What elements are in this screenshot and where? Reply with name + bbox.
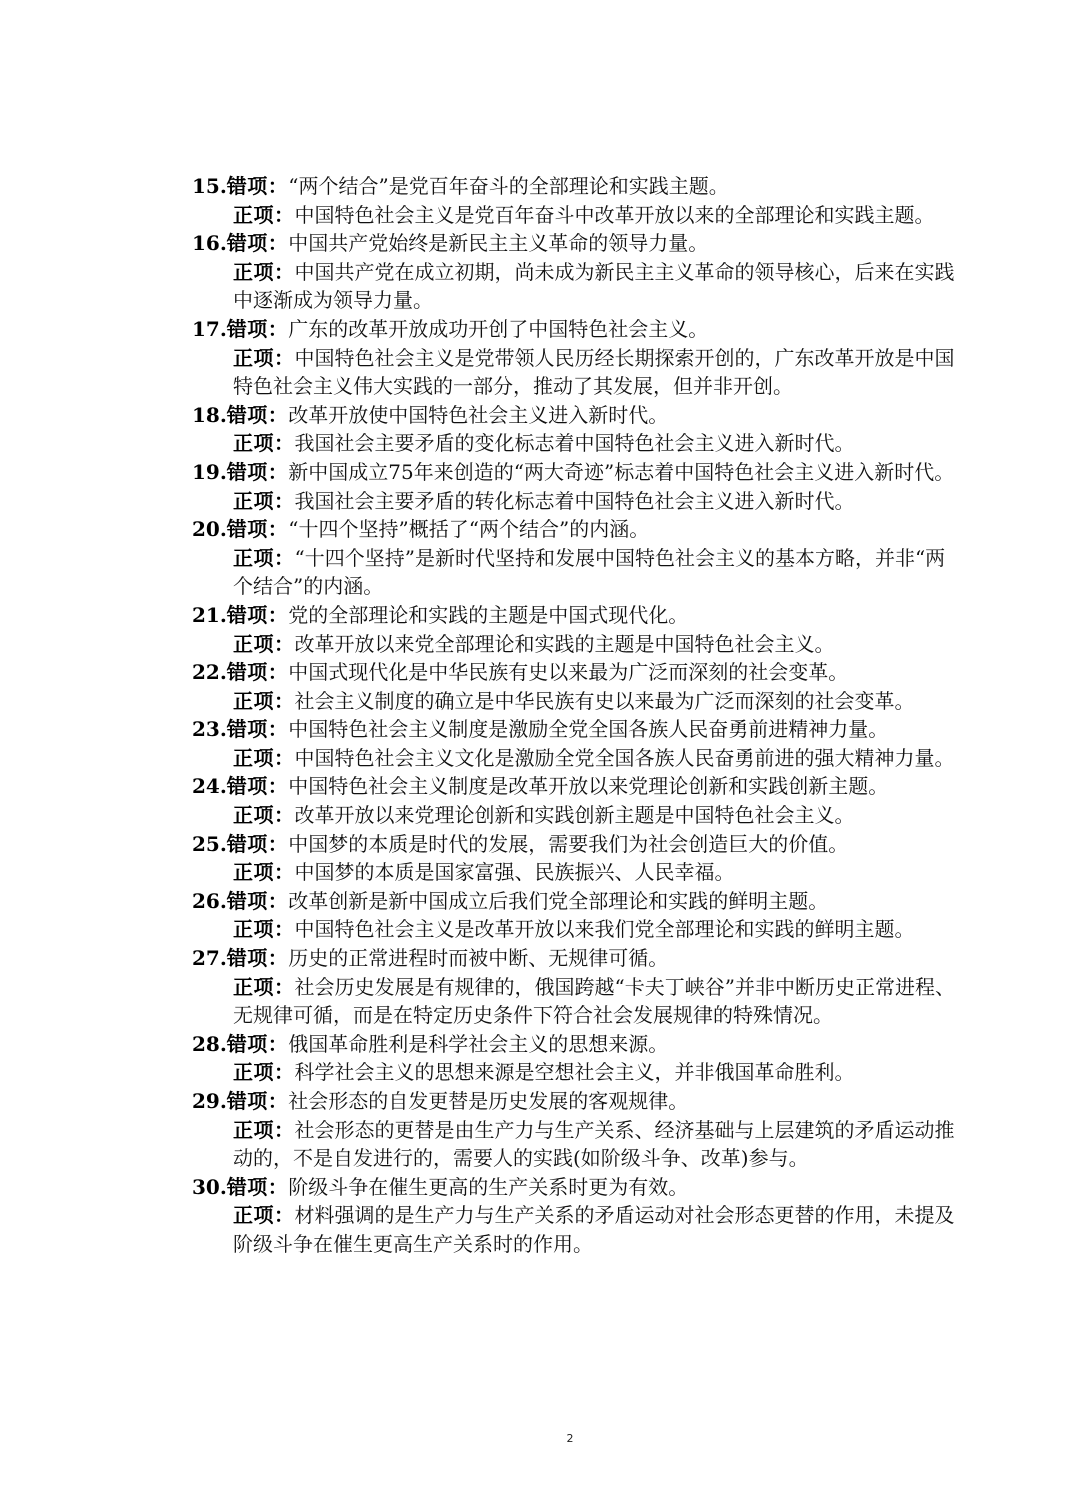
correct-statement bbox=[192, 201, 962, 230]
answer-item bbox=[192, 830, 962, 887]
correct-statement bbox=[192, 744, 962, 773]
answer-item bbox=[192, 944, 962, 1030]
item-number: 30. bbox=[192, 1174, 227, 1199]
correct-label: 正项： bbox=[233, 1060, 295, 1085]
item-number: 22. bbox=[192, 660, 227, 685]
item-number: 23. bbox=[192, 717, 227, 742]
wrong-label: 错项： bbox=[226, 402, 289, 427]
item-number: 27. bbox=[192, 946, 227, 971]
item-number: 25. bbox=[192, 831, 227, 856]
wrong-text: 中国特色社会主义制度是改革开放以来党理论创新和实践创新主题。 bbox=[288, 774, 889, 799]
correct-text: 社会历史发展是有规律的，俄国跨越“卡夫丁峡谷”并非中断历史正常进程、无规律可循，而是在特定历史条件下符合社会发展规律的特殊情况。 bbox=[233, 974, 955, 1028]
correct-label: 正项： bbox=[233, 345, 295, 370]
answer-item bbox=[192, 515, 962, 601]
answer-item bbox=[192, 172, 962, 229]
correct-statement bbox=[192, 1058, 962, 1087]
wrong-statement bbox=[192, 315, 962, 344]
wrong-label: 错项： bbox=[226, 946, 289, 971]
answer-item bbox=[192, 401, 962, 458]
correct-statement bbox=[192, 687, 962, 716]
wrong-statement bbox=[192, 830, 962, 859]
correct-statement bbox=[192, 858, 962, 887]
wrong-statement bbox=[192, 658, 962, 687]
item-number: 17. bbox=[192, 316, 227, 341]
correct-label: 正项： bbox=[233, 1117, 295, 1142]
correct-label: 正项： bbox=[233, 803, 295, 828]
wrong-statement bbox=[192, 944, 962, 973]
correct-statement bbox=[192, 915, 962, 944]
correct-statement bbox=[192, 973, 962, 1030]
correct-statement bbox=[192, 630, 962, 659]
wrong-label: 错项： bbox=[226, 1031, 289, 1056]
wrong-statement bbox=[192, 1030, 962, 1059]
item-number: 24. bbox=[192, 774, 227, 799]
correct-label: 正项： bbox=[233, 202, 295, 227]
wrong-label: 错项： bbox=[226, 1174, 289, 1199]
wrong-text: “十四个坚持”概括了“两个结合”的内涵。 bbox=[288, 517, 650, 542]
item-number: 19. bbox=[192, 459, 227, 484]
wrong-text: 党的全部理论和实践的主题是中国式现代化。 bbox=[288, 602, 689, 627]
wrong-text: 中国式现代化是中华民族有史以来最为广泛而深刻的社会变革。 bbox=[288, 660, 849, 685]
wrong-label: 错项： bbox=[226, 316, 289, 341]
wrong-statement bbox=[192, 458, 962, 487]
wrong-text: “两个结合”是党百年奋斗的全部理论和实践主题。 bbox=[288, 174, 729, 198]
correct-text: 中国特色社会主义是改革开放以来我们党全部理论和实践的鲜明主题。 bbox=[294, 917, 915, 942]
wrong-label: 错项： bbox=[226, 831, 289, 856]
correct-statement bbox=[192, 544, 962, 601]
answer-list bbox=[192, 172, 962, 1259]
answer-item bbox=[192, 1173, 962, 1259]
correct-text: 中国梦的本质是国家富强、民族振兴、人民幸福。 bbox=[294, 860, 735, 885]
correct-text: 中国特色社会主义是党百年奋斗中改革开放以来的全部理论和实践主题。 bbox=[294, 202, 935, 227]
correct-text: “十四个坚持”是新时代坚持和发展中国特色社会主义的基本方略，并非“两个结合”的内涵。 bbox=[233, 545, 946, 599]
wrong-label: 错项： bbox=[226, 602, 289, 627]
answer-item bbox=[192, 772, 962, 829]
wrong-statement bbox=[192, 1173, 962, 1202]
item-number: 28. bbox=[192, 1031, 227, 1056]
correct-statement bbox=[192, 429, 962, 458]
correct-label: 正项： bbox=[233, 631, 295, 656]
wrong-text: 中国梦的本质是时代的发展，需要我们为社会创造巨大的价值。 bbox=[288, 831, 849, 856]
wrong-label: 错项： bbox=[226, 774, 289, 799]
wrong-text: 广东的改革开放成功开创了中国特色社会主义。 bbox=[288, 316, 709, 341]
correct-text: 改革开放以来党全部理论和实践的主题是中国特色社会主义。 bbox=[294, 631, 835, 656]
answer-item bbox=[192, 1030, 962, 1087]
wrong-text: 新中国成立75年来创造的“两大奇迹”标志着中国特色社会主义进入新时代。 bbox=[288, 459, 955, 484]
wrong-statement bbox=[192, 401, 962, 430]
correct-text: 我国社会主要矛盾的变化标志着中国特色社会主义进入新时代。 bbox=[294, 431, 855, 456]
wrong-text: 改革开放使中国特色社会主义进入新时代。 bbox=[288, 402, 669, 427]
correct-text: 中国共产党在成立初期，尚未成为新民主主义革命的领导核心，后来在实践中逐渐成为领导力量。 bbox=[233, 259, 955, 313]
correct-statement bbox=[192, 258, 962, 315]
wrong-statement bbox=[192, 715, 962, 744]
wrong-statement bbox=[192, 601, 962, 630]
wrong-label: 错项： bbox=[226, 660, 289, 685]
wrong-label: 错项： bbox=[226, 888, 289, 913]
answer-item bbox=[192, 458, 962, 515]
wrong-statement bbox=[192, 887, 962, 916]
wrong-statement bbox=[192, 515, 962, 544]
wrong-text: 改革创新是新中国成立后我们党全部理论和实践的鲜明主题。 bbox=[288, 888, 829, 913]
item-number: 26. bbox=[192, 888, 227, 913]
correct-text: 中国特色社会主义是党带领人民历经长期探索开创的，广东改革开放是中国特色社会主义伟大实践的一部分，推动了其发展，但并非开创。 bbox=[233, 345, 955, 399]
item-number: 21. bbox=[192, 602, 227, 627]
wrong-text: 中国特色社会主义制度是激励全党全国各族人民奋勇前进精神力量。 bbox=[288, 717, 889, 742]
wrong-statement bbox=[192, 772, 962, 801]
wrong-text: 社会形态的自发更替是历史发展的客观规律。 bbox=[288, 1089, 689, 1113]
correct-label: 正项： bbox=[233, 259, 295, 284]
correct-text: 社会主义制度的确立是中华民族有史以来最为广泛而深刻的社会变革。 bbox=[294, 688, 915, 713]
correct-label: 正项： bbox=[233, 688, 295, 713]
correct-label: 正项： bbox=[233, 1203, 295, 1228]
wrong-text: 中国共产党始终是新民主主义革命的领导力量。 bbox=[288, 231, 709, 256]
wrong-label: 错项： bbox=[226, 517, 289, 542]
item-number: 18. bbox=[192, 402, 227, 427]
correct-statement bbox=[192, 1116, 962, 1173]
correct-statement bbox=[192, 1201, 962, 1258]
correct-text: 改革开放以来党理论创新和实践创新主题是中国特色社会主义。 bbox=[294, 803, 855, 828]
correct-text: 科学社会主义的思想来源是空想社会主义，并非俄国革命胜利。 bbox=[294, 1060, 855, 1085]
wrong-label: 错项： bbox=[226, 1089, 289, 1113]
wrong-label: 错项： bbox=[226, 174, 289, 198]
wrong-text: 阶级斗争在催生更高的生产关系时更为有效。 bbox=[288, 1174, 689, 1199]
correct-label: 正项： bbox=[233, 745, 295, 770]
item-number: 29. bbox=[192, 1089, 227, 1113]
answer-item bbox=[192, 658, 962, 715]
correct-statement bbox=[192, 801, 962, 830]
wrong-text: 历史的正常进程时而被中断、无规律可循。 bbox=[288, 946, 669, 971]
correct-label: 正项： bbox=[233, 545, 295, 570]
wrong-statement bbox=[192, 172, 962, 201]
answer-item bbox=[192, 229, 962, 315]
answer-item bbox=[192, 715, 962, 772]
answer-item bbox=[192, 601, 962, 658]
wrong-statement bbox=[192, 1087, 962, 1116]
correct-label: 正项： bbox=[233, 860, 295, 885]
wrong-label: 错项： bbox=[226, 459, 289, 484]
wrong-statement bbox=[192, 229, 962, 258]
correct-label: 正项： bbox=[233, 431, 295, 456]
correct-statement bbox=[192, 344, 962, 401]
answer-item bbox=[192, 315, 962, 401]
correct-text: 社会形态的更替是由生产力与生产关系、经济基础与上层建筑的矛盾运动推动的，不是自发进行的，需要人的实践(如阶级斗争、改革)参与。 bbox=[233, 1117, 955, 1171]
wrong-label: 错项： bbox=[226, 231, 289, 256]
answer-item bbox=[192, 887, 962, 944]
correct-label: 正项： bbox=[233, 917, 295, 942]
correct-text: 中国特色社会主义文化是激励全党全国各族人民奋勇前进的强大精神力量。 bbox=[294, 745, 955, 770]
wrong-text: 俄国革命胜利是科学社会主义的思想来源。 bbox=[288, 1031, 669, 1056]
item-number: 15. bbox=[192, 174, 227, 198]
page-number: 2 bbox=[566, 1432, 574, 1445]
answer-item bbox=[192, 1087, 962, 1173]
correct-label: 正项： bbox=[233, 488, 295, 513]
correct-statement bbox=[192, 487, 962, 516]
correct-label: 正项： bbox=[233, 974, 295, 999]
correct-text: 材料强调的是生产力与生产关系的矛盾运动对社会形态更替的作用，未提及阶级斗争在催生更高生产关系时的作用。 bbox=[233, 1203, 955, 1256]
item-number: 16. bbox=[192, 231, 227, 256]
correct-text: 我国社会主要矛盾的转化标志着中国特色社会主义进入新时代。 bbox=[294, 488, 855, 513]
item-number: 20. bbox=[192, 517, 227, 542]
wrong-label: 错项： bbox=[226, 717, 289, 742]
